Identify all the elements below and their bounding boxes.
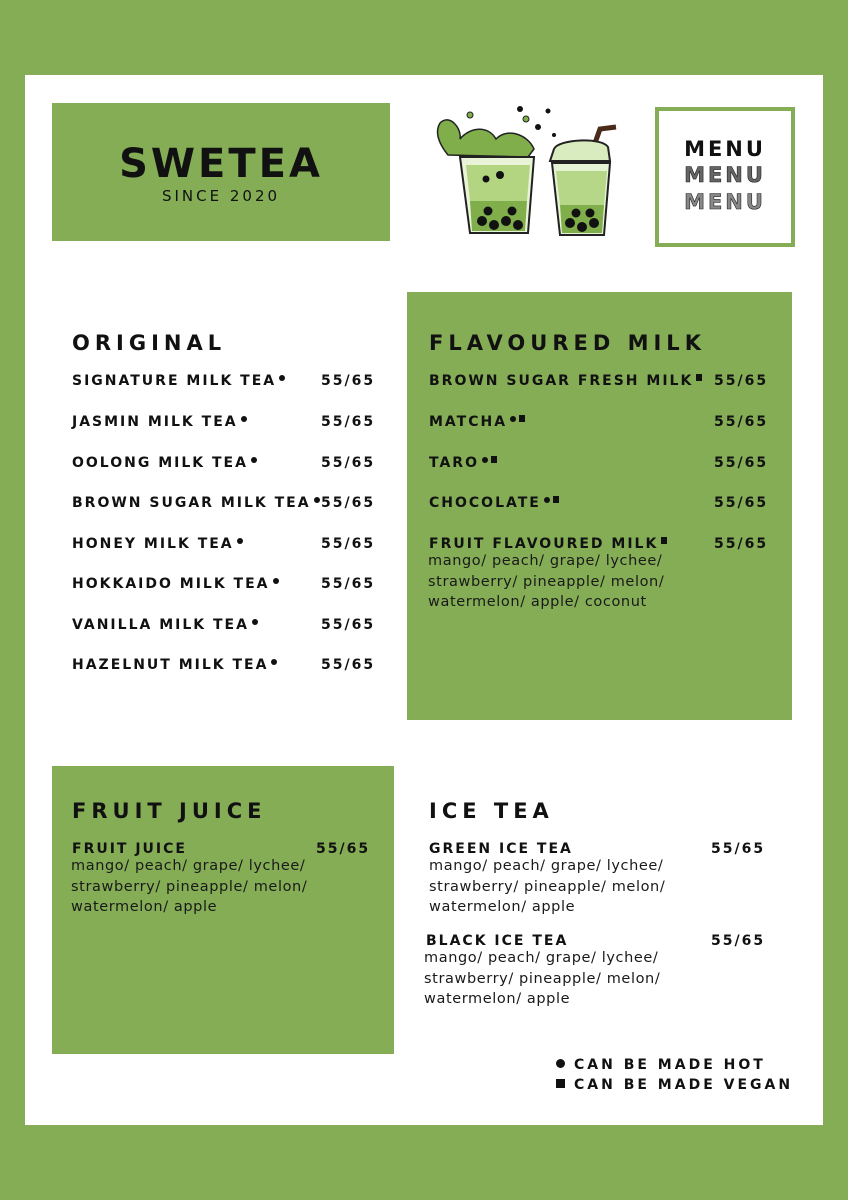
menu-item-price: 55/65 [321, 536, 376, 552]
section-title-flavoured-milk: FLAVOURED MILK [429, 331, 706, 355]
brand-block [52, 103, 390, 241]
menu-item-name: GREEN ICE TEA [429, 841, 573, 857]
legend-vegan-label: CAN BE MADE VEGAN [574, 1077, 794, 1093]
menu-item-name [72, 657, 277, 673]
description-line: strawberry/ pineapple/ melon/ [429, 878, 666, 895]
legend-vegan [556, 1077, 793, 1093]
section-title-fruit-juice: FRUIT JUICE [72, 799, 267, 823]
description-line: mango/ peach/ grape/ lychee/ [424, 950, 659, 966]
brand-name: SWETEA [119, 141, 323, 187]
menu-item-description [71, 856, 307, 918]
menu-item-price: 55/65 [321, 657, 376, 673]
hot-mark-icon [241, 416, 247, 422]
hot-mark-icon [482, 457, 488, 463]
hot-mark-icon [273, 578, 279, 584]
description-line: mango/ peach/ grape/ lychee/ [428, 553, 663, 569]
menu-item-name [72, 576, 279, 592]
description-line: strawberry/ pineapple/ melon/ [428, 573, 665, 590]
menu-item-label: HAZELNUT MILK TEA [72, 657, 269, 673]
description-line: watermelon/ apple [429, 899, 576, 915]
vegan-mark-icon [661, 537, 667, 544]
vegan-mark-icon [556, 1079, 565, 1088]
menu-item-price: 55/65 [321, 455, 376, 471]
description-line: mango/ peach/ grape/ lychee/ [429, 858, 664, 874]
menu-item-name [72, 455, 257, 471]
hot-mark-icon [279, 375, 285, 381]
legend-hot-label: CAN BE MADE HOT [574, 1057, 766, 1073]
menu-item-label: SIGNATURE MILK TEA [72, 373, 277, 389]
menu-item-label: BROWN SUGAR FRESH MILK [429, 373, 694, 389]
menu-item-label: HOKKAIDO MILK TEA [72, 576, 270, 592]
menu-item-price: 55/65 [316, 841, 371, 857]
description-line: mango/ peach/ grape/ lychee/ [71, 858, 306, 874]
vegan-mark-icon [491, 456, 497, 463]
menu-item-label: FRUIT FLAVOURED MILK [429, 536, 659, 552]
description-line: watermelon/ apple [424, 991, 571, 1007]
menu-item-name [72, 495, 320, 511]
menu-item-label: CHOCOLATE [429, 495, 541, 511]
menu-item-description [428, 551, 664, 613]
vegan-mark-icon [696, 374, 702, 381]
menu-item-price: 55/65 [321, 495, 376, 511]
menu-item-name [72, 414, 247, 430]
menu-item-name [429, 414, 525, 430]
bubble-tea-cups-illustration [430, 105, 635, 245]
menu-item-price: 55/65 [321, 373, 376, 389]
menu-item-price: 55/65 [714, 414, 769, 430]
hot-mark-icon [251, 457, 257, 463]
menu-item-description [424, 948, 660, 1010]
hot-mark-icon [237, 538, 243, 544]
menu-item-price: 55/65 [321, 414, 376, 430]
menu-item-label: OOLONG MILK TEA [72, 455, 248, 471]
menu-word: MENU [684, 137, 766, 161]
menu-sheet [25, 75, 823, 1125]
hot-mark-icon [544, 497, 550, 503]
description-line: strawberry/ pineapple/ melon/ [71, 878, 308, 895]
description-line: watermelon/ apple [71, 899, 218, 915]
menu-item-name: FRUIT JUICE [72, 841, 187, 857]
menu-item-label: MATCHA [429, 414, 508, 430]
menu-item-price: 55/65 [321, 617, 376, 633]
menu-item-name [72, 373, 285, 389]
menu-item-price: 55/65 [714, 373, 769, 389]
menu-item-label: TARO [429, 455, 479, 471]
hot-mark-icon [556, 1059, 565, 1068]
menu-item-label: VANILLA MILK TEA [72, 617, 249, 633]
menu-item-label: BROWN SUGAR MILK TEA [72, 495, 311, 511]
hot-mark-icon [271, 659, 277, 665]
menu-item-name [429, 455, 497, 471]
vegan-mark-icon [519, 415, 525, 422]
section-title-original: ORIGINAL [72, 331, 227, 355]
legend-hot [556, 1057, 766, 1073]
menu-word: MENU [684, 163, 766, 187]
menu-item-label: JASMIN MILK TEA [72, 414, 238, 430]
menu-item-price: 55/65 [711, 933, 766, 949]
menu-label-box [655, 107, 795, 247]
hot-mark-icon [510, 416, 516, 422]
menu-item-name [72, 617, 258, 633]
section-title-ice-tea: ICE TEA [429, 799, 554, 823]
hot-mark-icon [314, 497, 320, 503]
menu-item-name [429, 373, 702, 389]
vegan-mark-icon [553, 496, 559, 503]
menu-item-name [429, 495, 559, 511]
menu-item-price: 55/65 [321, 576, 376, 592]
menu-item-name [72, 536, 243, 552]
brand-since: SINCE 2020 [161, 187, 281, 205]
menu-item-price: 55/65 [714, 495, 769, 511]
hot-mark-icon [252, 619, 258, 625]
description-line: watermelon/ apple/ coconut [428, 594, 647, 610]
menu-item-label: HONEY MILK TEA [72, 536, 234, 552]
menu-word: MENU [684, 190, 766, 214]
description-line: strawberry/ pineapple/ melon/ [424, 970, 661, 987]
menu-item-description [429, 856, 665, 918]
menu-item-price: 55/65 [711, 841, 766, 857]
menu-item-price: 55/65 [714, 536, 769, 552]
menu-item-price: 55/65 [714, 455, 769, 471]
menu-item-name: BLACK ICE TEA [426, 933, 569, 949]
menu-item-name [429, 536, 667, 552]
